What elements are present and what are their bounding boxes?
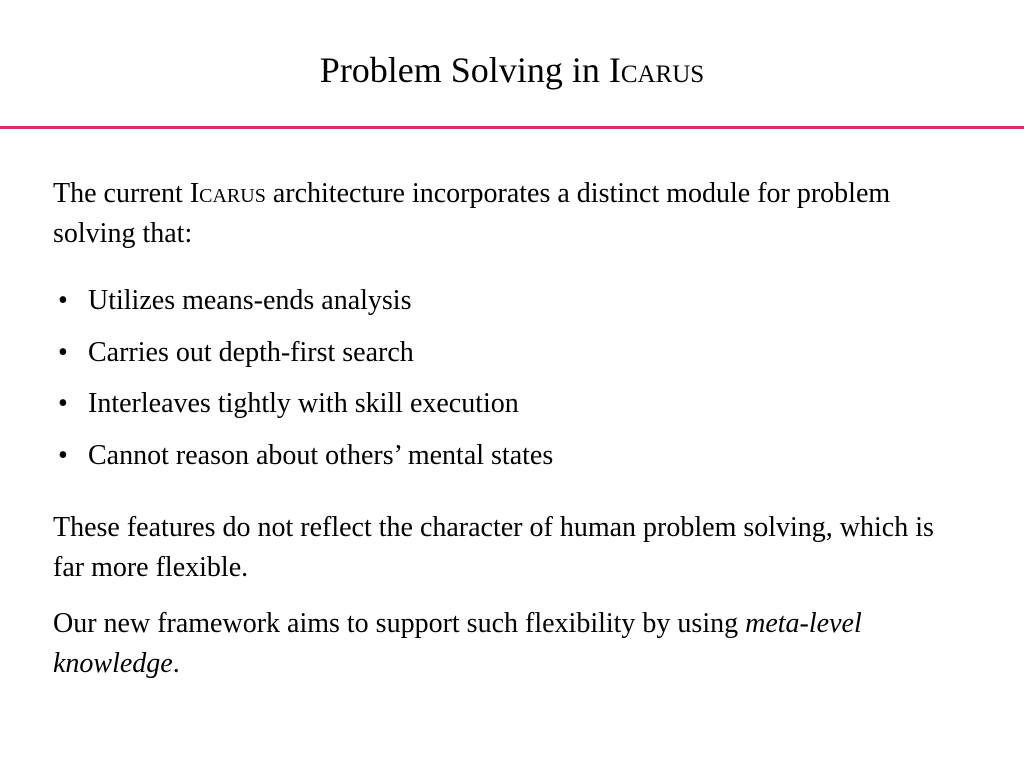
bullet-text: Interleaves tightly with skill execution xyxy=(88,388,519,419)
title-smallcaps: carus xyxy=(620,50,705,90)
intro-paragraph xyxy=(53,174,953,254)
framework-emphasis: meta-level knowledge xyxy=(53,608,862,679)
bullet-dot: • xyxy=(58,439,68,471)
bullet-dot: • xyxy=(58,388,68,419)
bullet-text: Cannot reason about others’ mental states xyxy=(88,439,554,471)
intro-smallcaps: carus xyxy=(199,178,266,209)
title-lead: Problem Solving in I xyxy=(319,50,621,90)
framework-after: . xyxy=(172,648,180,679)
list-item xyxy=(58,281,958,321)
intro-before: The current I xyxy=(53,178,200,209)
list-item xyxy=(58,333,958,373)
bullet-dot: • xyxy=(58,285,68,316)
list-item xyxy=(58,436,958,476)
title-divider xyxy=(0,126,1024,129)
framework-before: Our new framework aims to support such flexibility by using xyxy=(53,608,746,639)
framework-paragraph xyxy=(53,604,953,684)
list-item xyxy=(58,384,958,424)
slide-title xyxy=(0,48,1024,92)
features-paragraph: These features do not reflect the character of human problem solving, which is far more flexible. xyxy=(53,512,934,583)
bullet-text: Utilizes means-ends analysis xyxy=(88,285,412,316)
bullet-text: Carries out depth-first search xyxy=(88,336,414,368)
bullet-list xyxy=(58,281,958,487)
bullet-dot: • xyxy=(58,336,68,368)
intro-after: architecture incorporates a distinct module for problem solving that: xyxy=(53,178,891,249)
